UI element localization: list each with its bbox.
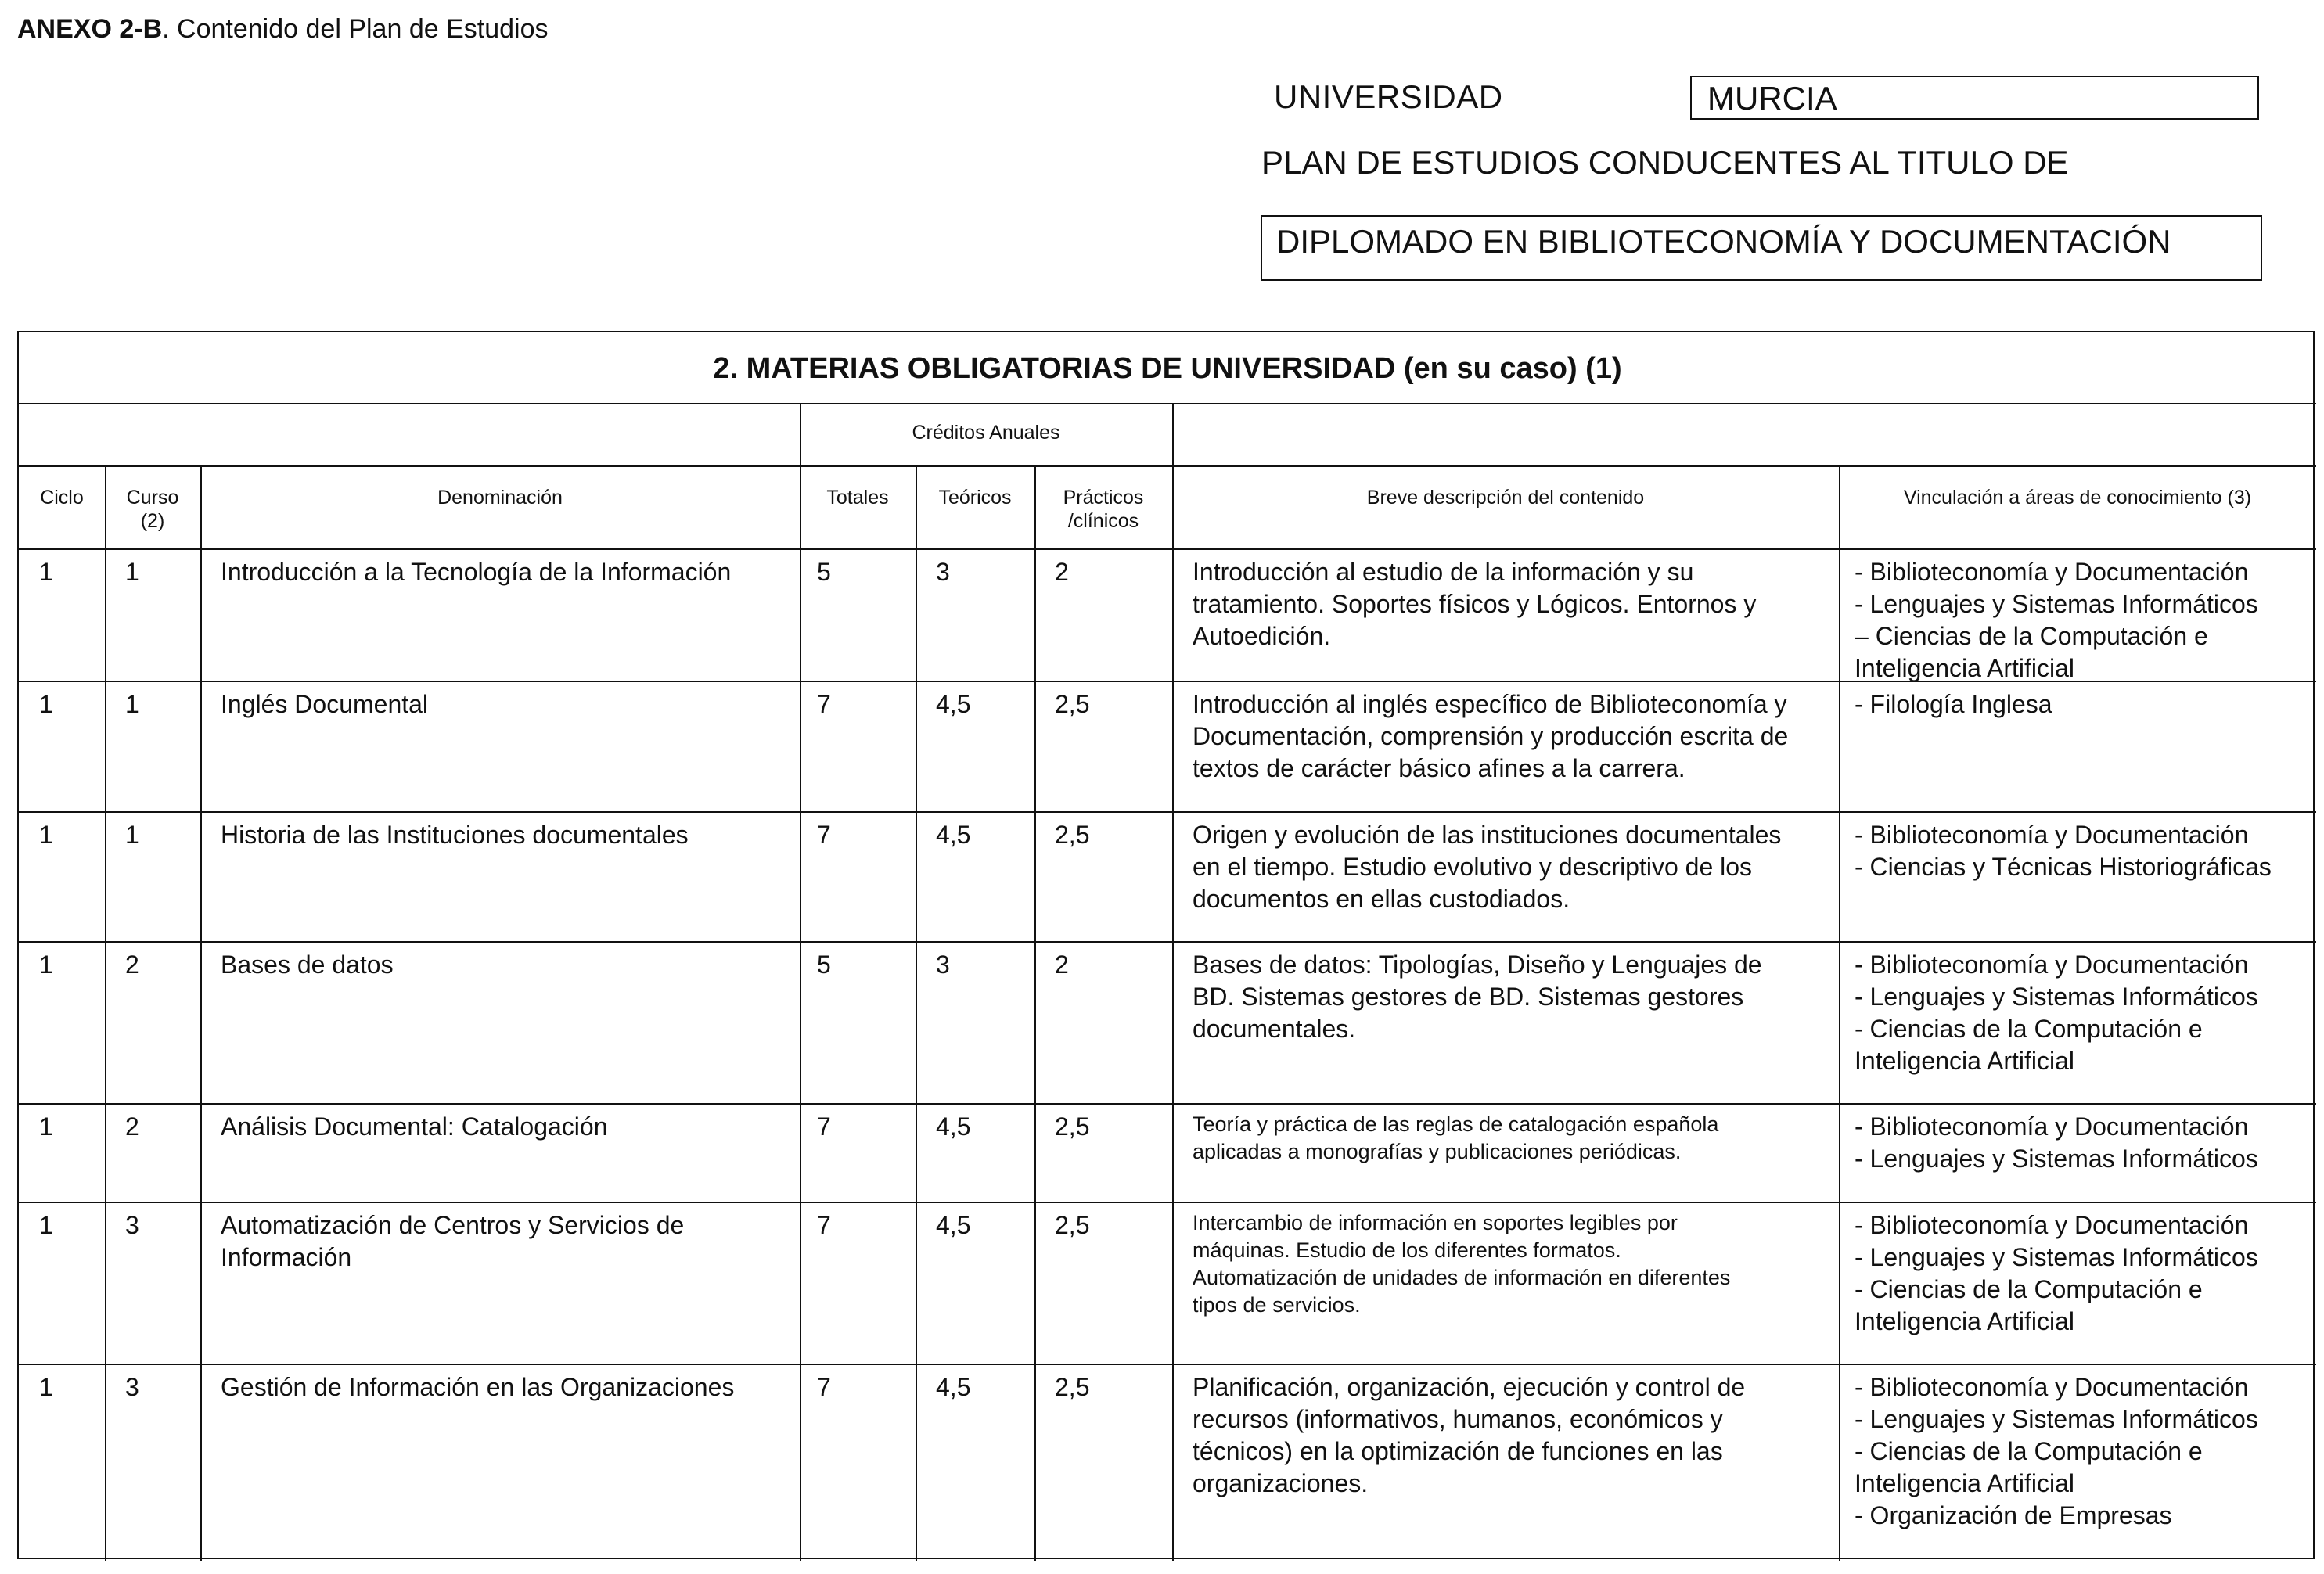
cell-teoricos-line: 3 <box>936 951 950 979</box>
cell-practicos <box>1055 1371 1089 1403</box>
cell-ciclo-line: 1 <box>39 1211 53 1239</box>
cell-curso-line: 1 <box>125 690 139 718</box>
cell-curso <box>125 1371 139 1403</box>
cell-vinculacion-line: - Ciencias de la Computación e <box>1855 1015 2203 1043</box>
cell-vinculacion <box>1855 1209 2258 1338</box>
grid-line <box>916 465 917 1561</box>
cell-descripcion <box>1193 1111 1718 1166</box>
cell-descripcion-line: máquinas. Estudio de los diferentes formatos. <box>1193 1238 1621 1262</box>
cell-descripcion <box>1193 1371 1745 1500</box>
annex-code: ANEXO 2-B <box>17 14 163 44</box>
cell-vinculacion-line: - Biblioteconomía y Documentación <box>1855 1112 2249 1141</box>
col-descripcion-line: Breve descripción del contenido <box>1366 487 1645 508</box>
cell-descripcion-line: Planificación, organización, ejecución y control de <box>1193 1373 1746 1401</box>
cell-denominacion <box>221 949 394 981</box>
cell-ciclo <box>39 688 53 721</box>
cell-vinculacion-line: – Ciencias de la Computación e <box>1855 622 2208 650</box>
cell-practicos-line: 2,5 <box>1055 1373 1090 1401</box>
cell-curso <box>125 1111 139 1143</box>
cell-practicos <box>1055 688 1089 721</box>
cell-vinculacion-line: - Biblioteconomía y Documentación <box>1855 821 2249 849</box>
col-teoricos <box>916 486 1034 509</box>
cell-vinculacion-line: - Lenguajes y Sistemas Informáticos <box>1855 590 2258 618</box>
cell-practicos <box>1055 1209 1089 1242</box>
cell-descripcion-line: BD. Sistemas gestores de BD. Sistemas gestores <box>1193 983 1744 1011</box>
cell-vinculacion-line: - Biblioteconomía y Documentación <box>1855 951 2249 979</box>
cell-descripcion-line: Teoría y práctica de las reglas de catalogación española <box>1193 1112 1719 1136</box>
cell-teoricos <box>936 556 950 588</box>
cell-ciclo <box>39 949 53 981</box>
col-denominacion <box>200 486 800 509</box>
cell-descripcion-line: Introducción al estudio de la información y su <box>1193 558 1694 586</box>
col-ciclo-line: Ciclo <box>40 487 84 508</box>
cell-denominacion-line: Gestión de Información en las Organizaciones <box>221 1373 735 1401</box>
cell-vinculacion-line: Inteligencia Artificial <box>1855 1469 2075 1497</box>
cell-teoricos-line: 3 <box>936 558 950 586</box>
cell-ciclo-line: 1 <box>39 1112 53 1141</box>
cell-practicos-line: 2,5 <box>1055 690 1090 718</box>
col-ciclo <box>19 486 105 509</box>
cell-descripcion <box>1193 949 1762 1045</box>
col-teoricos-line: Teóricos <box>938 487 1012 508</box>
cell-totales-line: 7 <box>817 821 831 849</box>
cell-ciclo <box>39 819 53 851</box>
cell-practicos-line: 2 <box>1055 558 1069 586</box>
col-curso <box>105 486 200 533</box>
cell-totales <box>817 819 831 851</box>
cell-practicos-line: 2,5 <box>1055 1112 1090 1141</box>
grid-line <box>19 1364 2316 1365</box>
cell-curso <box>125 949 139 981</box>
cell-curso-line: 1 <box>125 821 139 849</box>
grid-line <box>19 1103 2316 1105</box>
cell-denominacion-line: Introducción a la Tecnología de la Información <box>221 558 732 586</box>
grid-line <box>1172 403 1174 1561</box>
grid-line <box>800 403 801 1561</box>
cell-curso-line: 2 <box>125 951 139 979</box>
grid-line <box>19 548 2316 550</box>
cell-denominacion-line: Análisis Documental: Catalogación <box>221 1112 608 1141</box>
cell-practicos <box>1055 1111 1089 1143</box>
cell-descripcion-line: técnicos) en la optimización de funciones en las <box>1193 1437 1723 1465</box>
cell-teoricos-line: 4,5 <box>936 821 971 849</box>
grid-line <box>200 465 202 1561</box>
subjects-table <box>17 331 2315 1559</box>
cell-vinculacion-line: - Lenguajes y Sistemas Informáticos <box>1855 983 2258 1011</box>
cell-vinculacion-line: Inteligencia Artificial <box>1855 1307 2075 1335</box>
cell-totales <box>817 1209 831 1242</box>
cell-teoricos-line: 4,5 <box>936 1373 971 1401</box>
cell-totales-line: 5 <box>817 558 831 586</box>
cell-descripcion-line: aplicadas a monografías y publicaciones periódicas. <box>1193 1140 1682 1163</box>
cell-ciclo-line: 1 <box>39 951 53 979</box>
cell-descripcion-line: Introducción al inglés específico de Biblioteconomía y <box>1193 690 1787 718</box>
degree-title-box <box>1261 215 2262 281</box>
cell-descripcion-line: textos de carácter básico afines a la carrera. <box>1193 754 1685 782</box>
cell-vinculacion <box>1855 556 2258 685</box>
col-totales-line: Totales <box>826 487 889 508</box>
creditos-header <box>800 421 1172 444</box>
cell-teoricos <box>936 1209 970 1242</box>
grid-line <box>19 403 2316 404</box>
annex-text: Contenido del Plan de Estudios <box>177 14 549 44</box>
degree-title-value: DIPLOMADO EN BIBLIOTECONOMÍA Y DOCUMENTACIÓN <box>1276 223 2171 260</box>
cell-denominacion-line: Inglés Documental <box>221 690 429 718</box>
cell-curso <box>125 688 139 721</box>
cell-descripcion <box>1193 819 1781 915</box>
cell-descripcion-line: Intercambio de información en soportes legibles por <box>1193 1211 1678 1234</box>
cell-totales-line: 7 <box>817 1112 831 1141</box>
cell-descripcion-line: documentos en ellas custodiados. <box>1193 885 1570 913</box>
grid-line <box>19 811 2316 813</box>
cell-vinculacion-line: - Biblioteconomía y Documentación <box>1855 1373 2249 1401</box>
cell-descripcion <box>1193 556 1756 652</box>
cell-practicos-line: 2,5 <box>1055 1211 1090 1239</box>
cell-vinculacion-line: - Ciencias y Técnicas Historiográficas <box>1855 853 2272 881</box>
cell-ciclo-line: 1 <box>39 821 53 849</box>
university-box <box>1690 76 2259 120</box>
col-practicos <box>1034 486 1172 533</box>
cell-teoricos <box>936 1111 970 1143</box>
cell-curso-line: 3 <box>125 1211 139 1239</box>
cell-curso <box>125 1209 139 1242</box>
cell-ciclo-line: 1 <box>39 1373 53 1401</box>
annex-heading: ANEXO 2-B. Contenido del Plan de Estudios <box>17 14 549 44</box>
cell-totales <box>817 1371 831 1403</box>
cell-vinculacion <box>1855 819 2272 883</box>
cell-denominacion-line: Historia de las Instituciones documentales <box>221 821 689 849</box>
creditos-header-line: Créditos Anuales <box>912 422 1060 444</box>
cell-curso <box>125 819 139 851</box>
cell-denominacion <box>221 556 731 588</box>
cell-vinculacion-line: - Biblioteconomía y Documentación <box>1855 558 2249 586</box>
cell-ciclo <box>39 1111 53 1143</box>
cell-descripcion-line: organizaciones. <box>1193 1469 1369 1497</box>
cell-vinculacion <box>1855 1371 2258 1532</box>
cell-practicos-line: 2 <box>1055 951 1069 979</box>
cell-practicos <box>1055 949 1069 981</box>
col-denominacion-line: Denominación <box>437 487 563 508</box>
cell-denominacion <box>221 1209 684 1274</box>
cell-denominacion <box>221 1111 607 1143</box>
cell-denominacion-line: Información <box>221 1243 352 1271</box>
cell-teoricos <box>936 819 970 851</box>
cell-descripcion-line: documentales. <box>1193 1015 1356 1043</box>
cell-ciclo <box>39 556 53 588</box>
cell-denominacion <box>221 688 428 721</box>
university-value: MURCIA <box>1707 80 1837 117</box>
cell-practicos <box>1055 556 1069 588</box>
cell-vinculacion-line: Inteligencia Artificial <box>1855 1047 2075 1075</box>
plan-label: PLAN DE ESTUDIOS CONDUCENTES AL TITULO DE <box>1261 144 2069 181</box>
cell-totales-line: 7 <box>817 1211 831 1239</box>
cell-teoricos-line: 4,5 <box>936 1112 971 1141</box>
grid-line <box>1839 465 1840 1561</box>
cell-totales <box>817 1111 831 1143</box>
cell-descripcion-line: tratamiento. Soportes físicos y Lógicos. Entornos y <box>1193 590 1757 618</box>
cell-teoricos <box>936 949 950 981</box>
cell-descripcion-line: Bases de datos: Tipologías, Diseño y Lenguajes de <box>1193 951 1762 979</box>
cell-denominacion <box>221 1371 734 1403</box>
col-totales <box>800 486 916 509</box>
grid-line <box>800 465 1172 467</box>
cell-vinculacion-line: - Lenguajes y Sistemas Informáticos <box>1855 1243 2258 1271</box>
cell-totales-line: 7 <box>817 690 831 718</box>
col-vinculacion <box>1839 486 2316 509</box>
col-vinculacion-line: Vinculación a áreas de conocimiento (3) <box>1903 487 2252 508</box>
cell-vinculacion-line: - Lenguajes y Sistemas Informáticos <box>1855 1405 2258 1433</box>
cell-totales <box>817 556 831 588</box>
col-practicos-line: Prácticos <box>1063 487 1144 508</box>
cell-totales-line: 5 <box>817 951 831 979</box>
cell-descripcion-line: Automatización de unidades de información en diferentes <box>1193 1266 1731 1289</box>
cell-curso-line: 2 <box>125 1112 139 1141</box>
grid-line <box>19 941 2316 943</box>
cell-descripcion-line: tipos de servicios. <box>1193 1293 1361 1317</box>
section-title: 2. MATERIAS OBLIGATORIAS DE UNIVERSIDAD (en su caso) (1) <box>713 352 1622 385</box>
cell-practicos-line: 2,5 <box>1055 821 1090 849</box>
cell-ciclo <box>39 1371 53 1403</box>
grid-line <box>105 465 106 1561</box>
col-practicos-line: /clínicos <box>1067 510 1139 532</box>
cell-descripcion-line: en el tiempo. Estudio evolutivo y descriptivo de los <box>1193 853 1753 881</box>
cell-descripcion-line: Documentación, comprensión y producción escrita de <box>1193 722 1789 750</box>
cell-ciclo-line: 1 <box>39 558 53 586</box>
cell-vinculacion <box>1855 688 2052 721</box>
cell-teoricos <box>936 1371 970 1403</box>
cell-totales-line: 7 <box>817 1373 831 1401</box>
cell-descripcion <box>1193 688 1788 785</box>
cell-curso-line: 3 <box>125 1373 139 1401</box>
cell-ciclo <box>39 1209 53 1242</box>
cell-teoricos-line: 4,5 <box>936 690 971 718</box>
cell-descripcion-line: Origen y evolución de las instituciones documentales <box>1193 821 1782 849</box>
cell-practicos <box>1055 819 1089 851</box>
cell-descripcion <box>1193 1209 1730 1319</box>
cell-curso-line: 1 <box>125 558 139 586</box>
cell-vinculacion-line: Inteligencia Artificial <box>1855 654 2075 682</box>
cell-denominacion <box>221 819 689 851</box>
col-curso-line: (2) <box>140 510 165 532</box>
cell-vinculacion-line: - Ciencias de la Computación e <box>1855 1275 2203 1303</box>
cell-denominacion-line: Automatización de Centros y Servicios de <box>221 1211 685 1239</box>
cell-vinculacion-line: - Ciencias de la Computación e <box>1855 1437 2203 1465</box>
cell-ciclo-line: 1 <box>39 690 53 718</box>
cell-teoricos-line: 4,5 <box>936 1211 971 1239</box>
cell-descripcion-line: Autoedición. <box>1193 622 1331 650</box>
col-curso-line: Curso <box>126 487 179 508</box>
cell-curso <box>125 556 139 588</box>
cell-vinculacion-line: - Lenguajes y Sistemas Informáticos <box>1855 1145 2258 1173</box>
cell-totales <box>817 949 831 981</box>
cell-vinculacion-line: - Biblioteconomía y Documentación <box>1855 1211 2249 1239</box>
grid-line <box>1034 465 1036 1561</box>
cell-totales <box>817 688 831 721</box>
cell-descripcion-line: recursos (informativos, humanos, económicos y <box>1193 1405 1723 1433</box>
cell-vinculacion <box>1855 1111 2258 1175</box>
cell-vinculacion-line: - Filología Inglesa <box>1855 690 2052 718</box>
col-descripcion <box>1172 486 1839 509</box>
cell-teoricos <box>936 688 970 721</box>
cell-denominacion-line: Bases de datos <box>221 951 394 979</box>
cell-vinculacion-line: - Organización de Empresas <box>1855 1501 2172 1529</box>
university-label: UNIVERSIDAD <box>1274 78 1503 115</box>
cell-vinculacion <box>1855 949 2258 1077</box>
grid-line <box>19 1202 2316 1203</box>
